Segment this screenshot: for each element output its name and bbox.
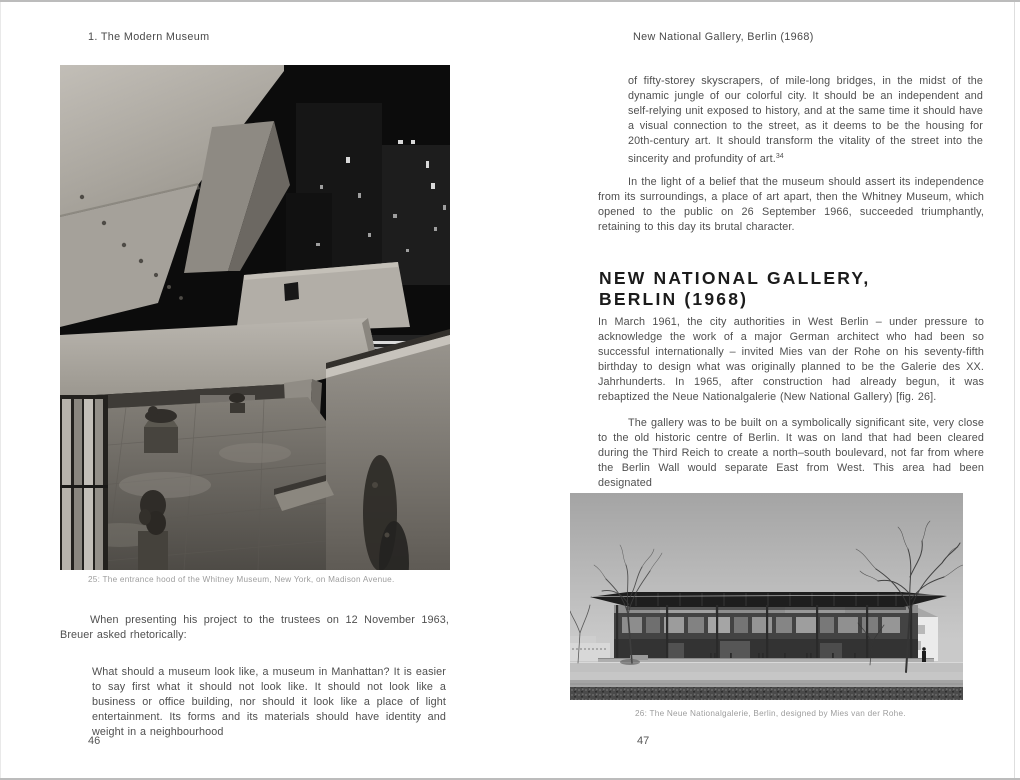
figure-26-neue-nationalgalerie-photo — [570, 493, 963, 700]
paragraph-whitney-conclusion: In the light of a belief that the museum should assert its independence from its surroundings, a place of art apart, then the Whitney Museum, which opened to the public on 26 September 1966, succeeded triumphantly, retaining to this day its brutal character. — [598, 175, 984, 233]
section-heading-new-national-gallery: NEW NATIONAL GALLERY, BERLIN (1968) — [599, 267, 871, 309]
page-number-left: 46 — [88, 735, 101, 747]
block-quote-continuation — [628, 74, 983, 167]
paragraph-breuer-intro: When presenting his project to the trustees on 12 November 1963, Breuer asked rhetorically: — [60, 613, 449, 641]
block-quote-text: of fifty-storey skyscrapers, of mile-long bridges, in the midst of the dynamic jungle of our colorful city. It should be an independent and self-relying unit exposed to history, and at the same time it should have a visual connection to the street, as it deems to be the housing for 20th-century art. It should transform the vitality of the street into the sincerity and profundity of art. — [628, 74, 983, 165]
block-quote-breuer: What should a museum look like, a museum in Manhattan? It is easier to say first what it should not look like. It should not look like a business or office building, nor should it look like a place of light entertainment. Its forms and its materials should have identity and weight in a neighbourhood — [92, 665, 446, 738]
page-edge-top — [0, 0, 1020, 2]
page-edge-right — [1014, 2, 1015, 778]
whitney-museum-night-photo-illustration — [60, 65, 450, 570]
footnote-mark: 34 — [775, 152, 784, 160]
paragraph-gallery-site: The gallery was to be built on a symbolically significant site, very close to the old historic centre of Berlin. It was on land that had been cleared during the Third Reich to create a north–south boulevard, not far from where the Berlin Wall would separate East from West. This area had been designated — [598, 416, 984, 489]
figure-26-caption: 26: The Neue Nationalgalerie, Berlin, designed by Mies van der Rohe. — [635, 709, 906, 718]
neue-nationalgalerie-photo-illustration — [570, 493, 963, 700]
page-edge-left — [0, 2, 1, 778]
figure-25-whitney-museum-photo — [60, 65, 450, 570]
figure-25-caption: 25: The entrance hood of the Whitney Museum, New York, on Madison Avenue. — [88, 575, 395, 584]
page-number-right: 47 — [637, 735, 650, 747]
paragraph-march-1961: In March 1961, the city authorities in West Berlin – under pressure to acknowledge the work of a major German architect who had been so successful internationally – invited Mies van der Rohe on his seventy-fifth birthday to design what was originally planned to be the Galerie des XX. Jahrhunderts. In 1965, after construction had already begun, it was rebaptized the Neue Nationalgalerie (New National Gallery) [fig. 26]. — [598, 315, 984, 403]
running-head-left: 1. The Modern Museum — [88, 31, 210, 43]
running-head-right: New National Gallery, Berlin (1968) — [633, 31, 814, 43]
